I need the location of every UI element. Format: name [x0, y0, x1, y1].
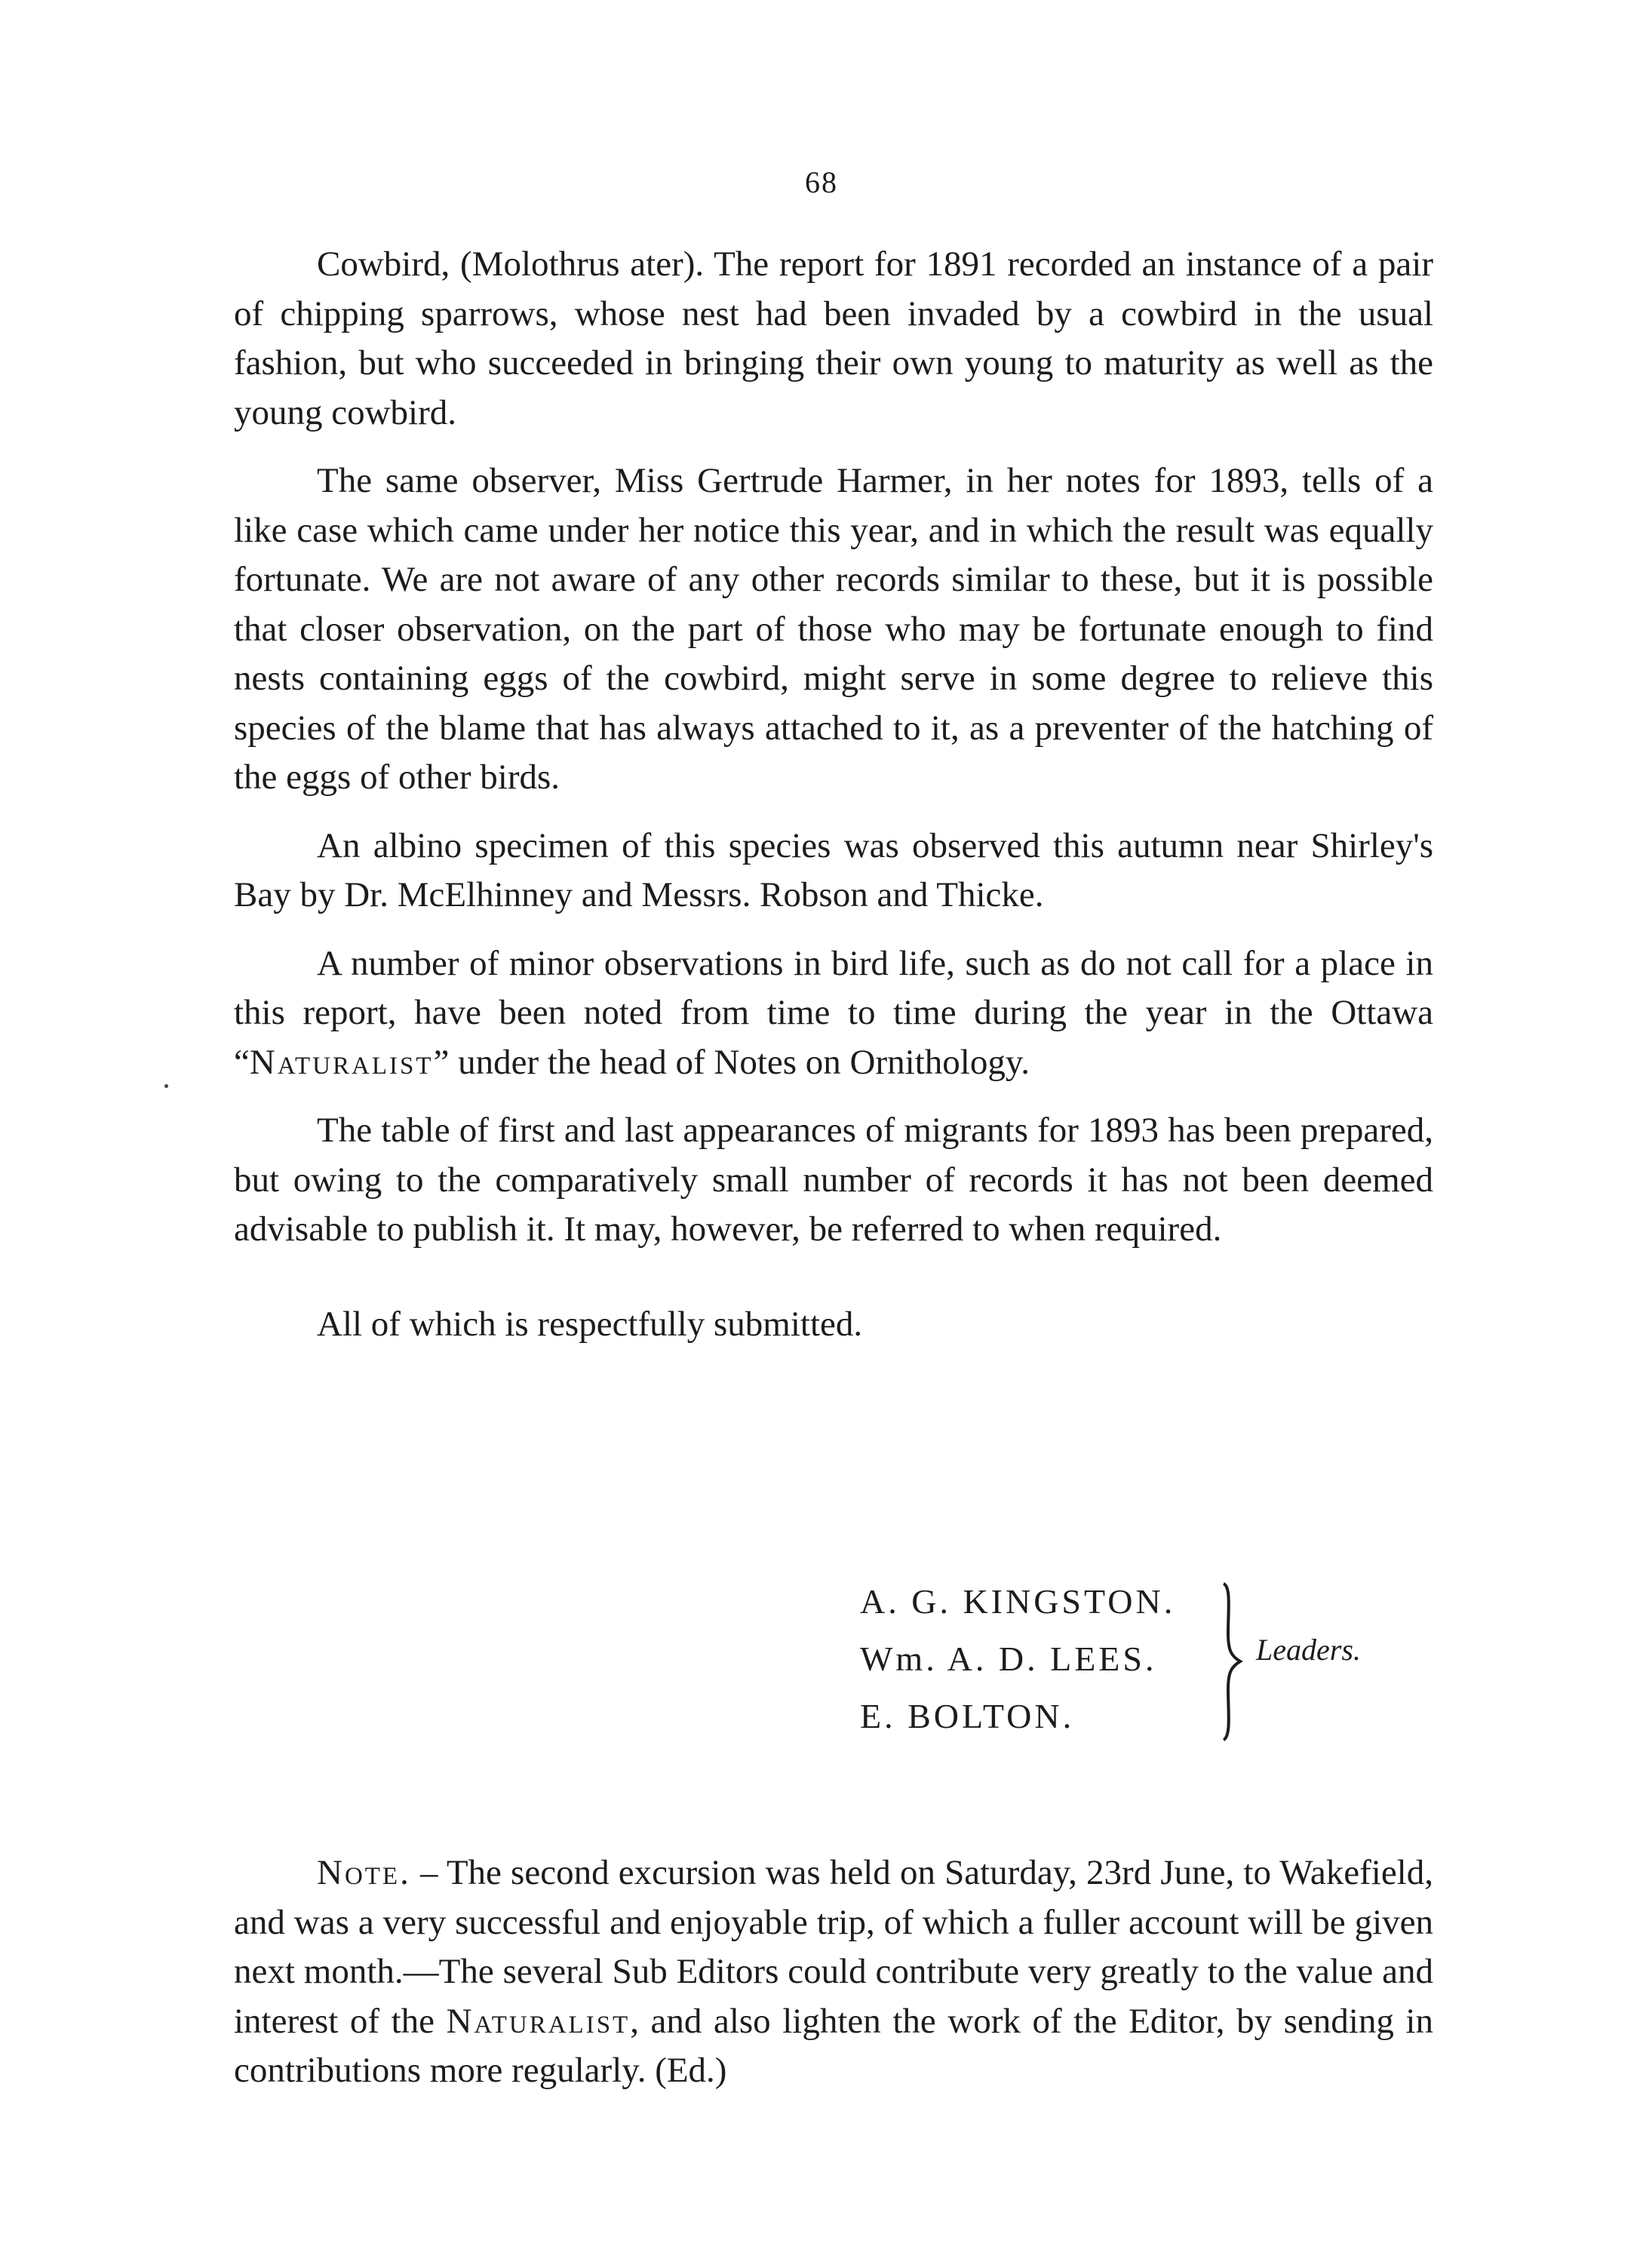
paragraph-text: ” under the head of Notes on Ornithology. — [433, 1042, 1030, 1082]
note-paragraph — [234, 1849, 1433, 2096]
paragraph-harmer-notes: The same observer, Miss Gertrude Harmer, in her notes for 1893, tells of a like case which came under her notice this year, and in which the result was equally fortunate. We are not aware of any other records similar to these, but it is possible that closer observation, on the part of those who may be fortunate enough to find nests containing eggs of the cowbird, might serve in some degree to relieve this species of the blame that has always attached to it, as a preventer of the hatching of the eggs of other birds. — [234, 461, 1433, 797]
paragraph-migrants-table: The table of first and last appearances of migrants for 1893 has been prepared, but owing to the comparatively small number of records it has not been deemed advisable to publish it. It may, however, be referred to when required. — [234, 1111, 1433, 1249]
paragraph-cowbird-report: Cowbird, (Molothrus ater). The report for 1891 recorded an instance of a pair of chipping sparrows, whose nest had been invaded by a cowbird in the usual fashion, but who succeeded in bringing their own young to maturity as well as the young cowbird. — [234, 244, 1433, 432]
signature-block — [860, 1573, 1433, 1754]
note-lead: Note. — [317, 1853, 411, 1892]
signature-name: A. G. KINGSTON. — [860, 1582, 1176, 1621]
brace-icon — [1215, 1581, 1245, 1743]
note-text: , and also lighten the work of the Editor, by sending in contributions more regularly. (Ed.) — [234, 2001, 1433, 2090]
naturalist-title: Naturalist — [249, 1042, 434, 1082]
naturalist-title: Naturalist — [446, 2001, 631, 2041]
body-text — [234, 240, 1433, 1368]
signature-names — [860, 1573, 1175, 1745]
note-text: – The second excursion was held on Saturday, 23rd June, to Wakefield, and was a very successful and enjoyable trip, of which a fuller account will be given next month.—The several Sub Editors could contribute very greatly to the value and interest of the — [234, 1853, 1433, 2041]
paragraph-submitted: All of which is respectfully submitted. — [317, 1304, 863, 1344]
paragraph-minor-observations — [234, 939, 1433, 1088]
editor-note — [234, 1849, 1433, 2096]
paragraph-text: A number of minor observations in bird life, such as do not call for a place in this report, have been noted from time to time during the year in the Ottawa “ — [234, 943, 1433, 1082]
signature-name: E. BOLTON. — [860, 1697, 1075, 1735]
paragraph-albino-specimen: An albino specimen of this species was observed this autumn near Shirley's Bay by Dr. McElhinney and Messrs. Robson and Thicke. — [234, 825, 1433, 914]
signature-name: Wm. A. D. LEES. — [860, 1640, 1157, 1678]
margin-speck — [164, 1084, 168, 1088]
page-number: 68 — [805, 165, 838, 199]
signature-role: Leaders. — [1256, 1633, 1361, 1667]
